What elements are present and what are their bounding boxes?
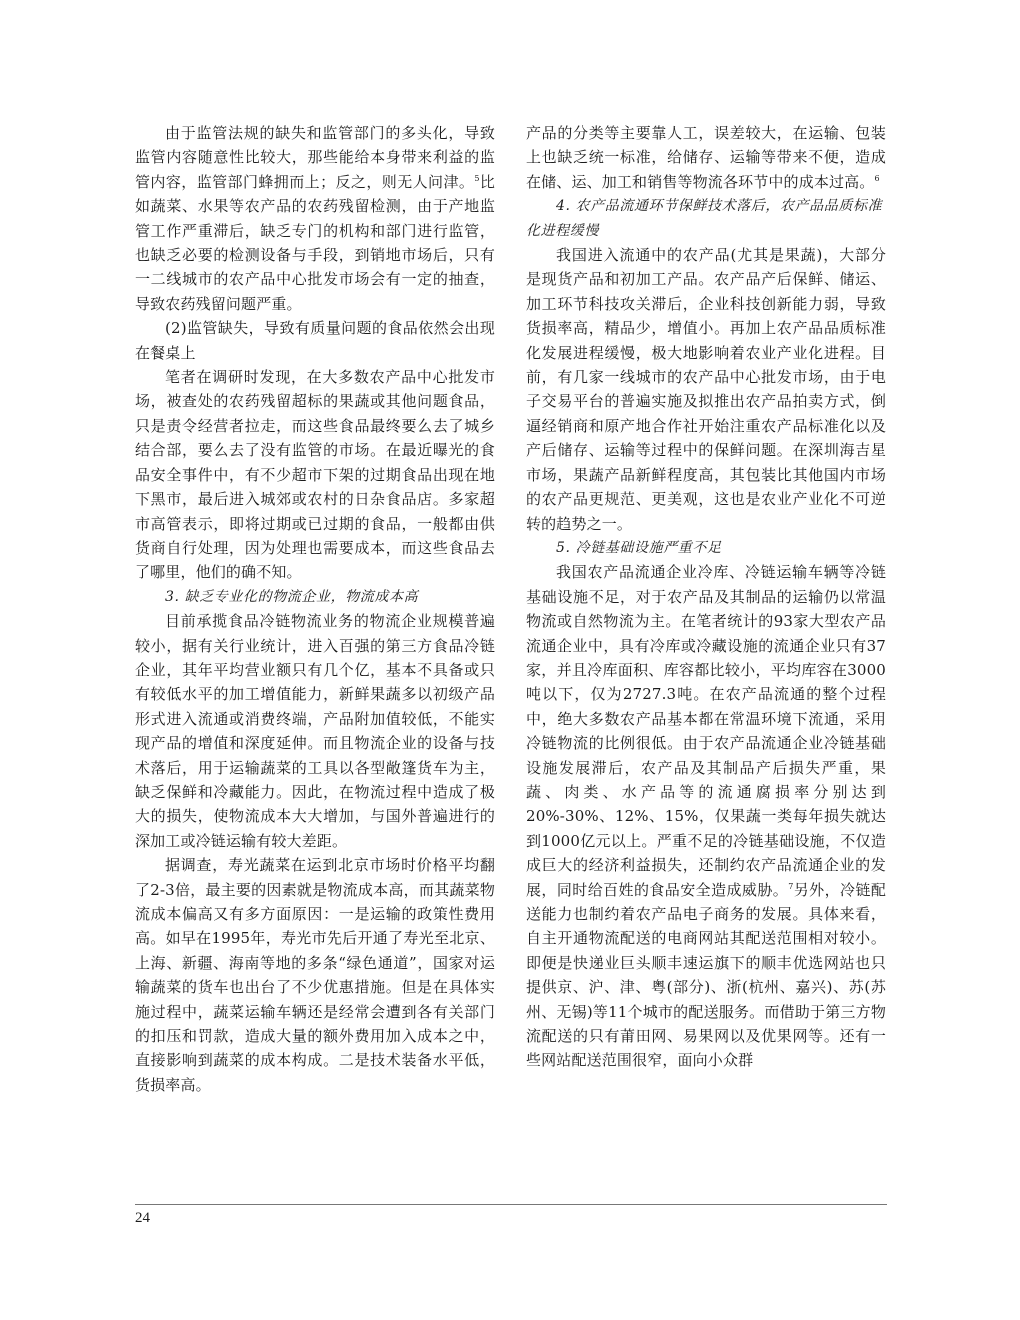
- left-column: [135, 121, 495, 1097]
- paragraph: 由于监管法规的缺失和监管部门的多头化，导致监管内容随意性比较大，那些能给本身带来利益的监管内容，监管部门蜂拥而上；反之，则无人问津。$^5$比如蔬菜、水果等农产品的农药残留检测，由于产地监管工作严重滞后，缺乏专门的机构和部门进行监管，也缺乏必要的检测设备与手段，到销地市场后，只有一二线城市的农产品中心批发市场会有一定的抽查，导致农药残留问题严重。: [135, 124, 495, 313]
- citation: 6: [874, 173, 880, 183]
- paragraph: 我国农产品流通企业冷库、冷链运输车辆等冷链基础设施不足，对于农产品及其制品的运输仍以常温物流或自然物流为主。在笔者统计的93家大型农产品流通企业中，具有冷库或冷藏设施的流通企业只有37家，并且冷库面积、库容都比较小，平均库容在3000吨以下，仅为2727.3吨。在农产品流通的整个过程中，绝大多数农产品基本都在常温环境下流通，采用冷链物流的比例很低。由于农产品流通企业冷链基础设施发展滞后，农产品及其制品产后损失严重，果蔬、肉类、水产品等的流通腐损率分别达到20%-30%、12%、15%，仅果蔬一类每年损失就达到1000亿元以上。严重不足的冷链基础设施，不仅造成巨大的经济利益损失，还制约农产品流通企业的发展，同时给百姓的食品安全造成威胁。$^7$另外，冷链配送能力也制约着农产品电子商务的发展。具体来看，自主开通物流配送的电商网站其配送范围相对较小。即便是快递业巨头顺丰速运旗下的顺丰优选网站也只提供京、沪、津、粤(部分)、浙(杭州、嘉兴)、苏(苏州、无锡)等11个城市的配送服务。而借助于第三方物流配送的只有莆田网、易果网以及优果网等。还有一些网站配送范围很窄，面向小众群: [526, 563, 886, 1070]
- paragraph: 我国进入流通中的农产品(尤其是果蔬)，大部分是现货产品和初加工产品。农产品产后保鲜、储运、加工环节科技攻关滞后，企业科技创新能力弱，导致货损率高，精品少，增值小。再加上农产品品质标准化发展进程缓慢，极大地影响着农业产业化进程。目前，有几家一线城市的农产品中心批发市场，由于电子交易平台的普遍实施及拟推出农产品拍卖方式，倒逼经销商和原产地合作社开始注重农产品标准化以及产后储存、运输等过程中的保鲜问题。在深圳海吉星市场，果蔬产品新鲜程度高，其包装比其他国内市场的农产品更规范、更美观，这也是农业产业化不可逆转的趋势之一。: [526, 246, 886, 533]
- citation: 5: [474, 173, 480, 183]
- page-number: 24: [135, 1210, 150, 1226]
- paragraph: 产品的分类等主要靠人工，误差较大，在运输、包装上也缺乏统一标准，给储存、运输等带来不便，造成在储、运、加工和销售等物流各环节中的成本过高。$^6$: [526, 124, 886, 191]
- section-heading: 4. 农产品流通环节保鲜技术落后，农产品品质标准化进程缓慢: [526, 198, 883, 239]
- paragraph: 目前承揽食品冷链物流业务的物流企业规模普遍较小，据有关行业统计，进入百强的第三方食品冷链企业，其年平均营业额只有几个亿，基本不具备或只有较低水平的加工增值能力，新鲜果蔬多以初级产品形式进入流通或消费终端，产品附加值较低，不能实现产品的增值和深度延伸。而且物流企业的设备与技术落后，用于运输蔬菜的工具以各型敞篷货车为主，缺乏保鲜和冷藏能力。因此，在物流过程中造成了极大的损失，使物流成本大大增加，与国外普遍进行的深加工或冷链运输有较大差距。: [135, 612, 495, 850]
- right-column: [526, 121, 886, 1073]
- paragraph: 笔者在调研时发现，在大多数农产品中心批发市场，被查处的农药残留超标的果蔬或其他问题食品，只是责令经营者拉走，而这些食品最终要么去了城乡结合部，要么去了没有监管的市场。在最近曝光的食品安全事件中，有不少超市下架的过期食品出现在地下黑市，最后进入城郊或农村的日杂食品店。多家超市高管表示，即将过期或已过期的食品，一般都由供货商自行处理，因为处理也需要成本，而这些食品去了哪里，他们的确不知。: [135, 368, 495, 582]
- section-heading: 3. 缺乏专业化的物流企业，物流成本高: [165, 588, 419, 605]
- footer-divider: [135, 1204, 887, 1205]
- section-heading: 5. 冷链基础设施严重不足: [556, 539, 722, 556]
- paragraph: (2)监管缺失，导致有质量问题的食品依然会出现在餐桌上: [135, 319, 495, 362]
- paragraph: 据调查，寿光蔬菜在运到北京市场时价格平均翻了2-3倍，最主要的因素就是物流成本高，而其蔬菜物流成本偏高又有多方面原因：一是运输的政策性费用高。如早在1995年，寿光市先后开通了寿光至北京、上海、新疆、海南等地的多条“绿色通道”，国家对运输蔬菜的货车也出台了不少优惠措施。但是在具体实施过程中，蔬菜运输车辆还是经常会遭到各有关部门的扣压和罚款，造成大量的额外费用加入成本之中，直接影响到蔬菜的成本构成。二是技术装备水平低，货损率高。: [135, 856, 495, 1094]
- citation: 7: [788, 881, 794, 891]
